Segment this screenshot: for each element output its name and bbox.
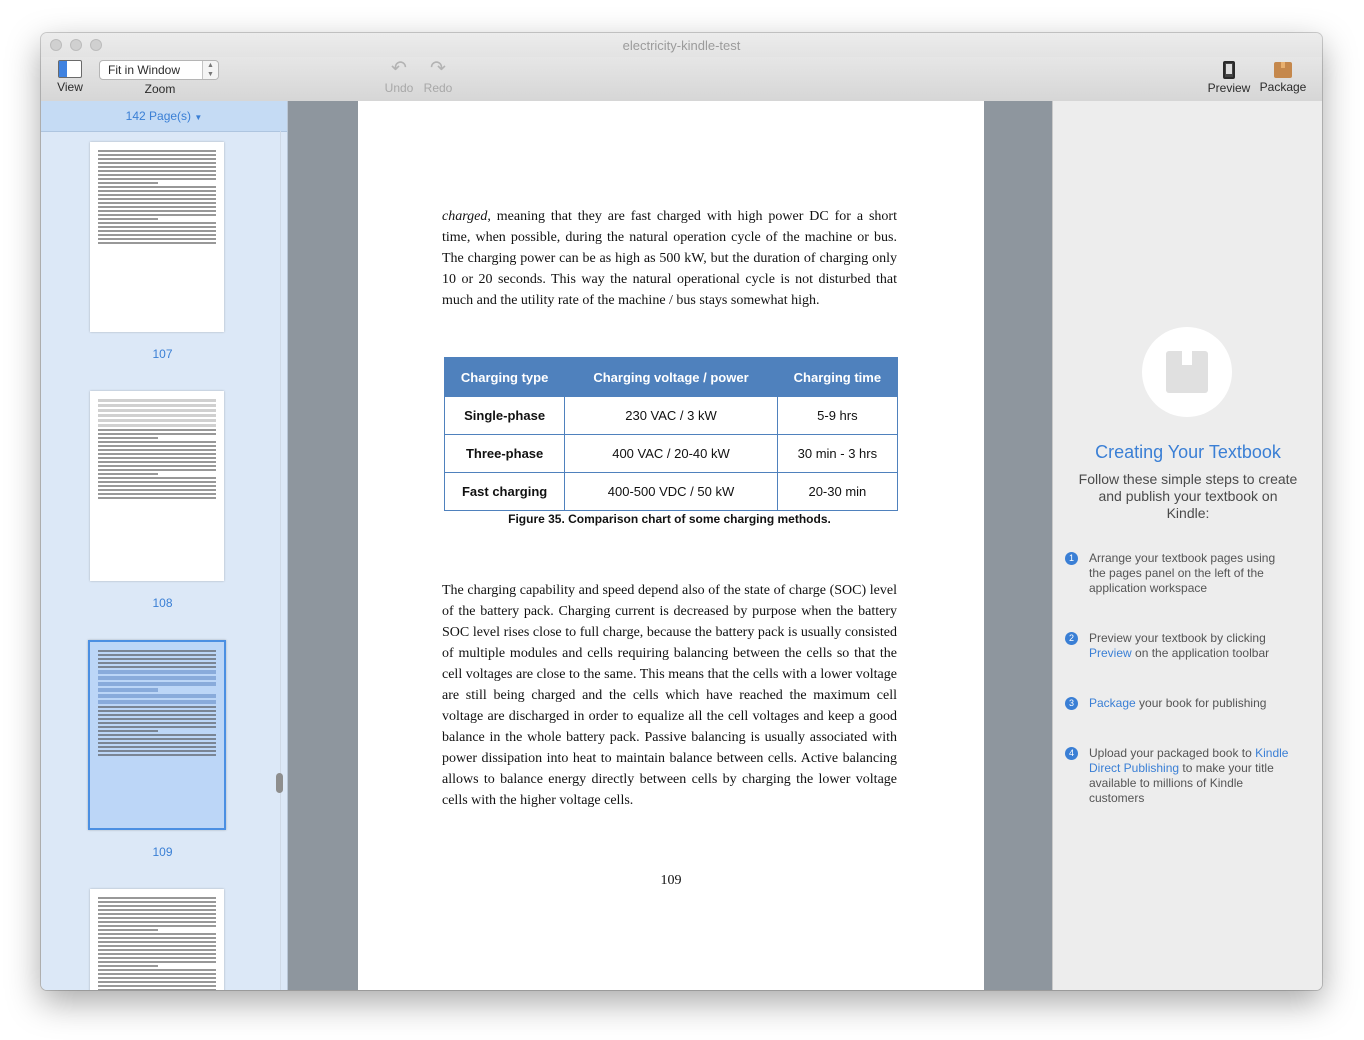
package-label: Package: [1259, 80, 1307, 94]
thumbnail-text-line: [98, 973, 216, 975]
thumbnail-text-line: [98, 178, 216, 180]
table-cell: 230 VAC / 3 kW: [565, 397, 778, 435]
thumbnail-text-line: [98, 925, 216, 927]
pages-count-dropdown[interactable]: [41, 101, 287, 132]
thumbnail-text-line: [98, 682, 216, 686]
redo-icon: ↷: [430, 58, 446, 79]
scrollbar-thumb[interactable]: [276, 773, 283, 793]
thumbnail-text-line: [98, 909, 216, 911]
table-header-row: [445, 358, 898, 397]
table-cell: Three-phase: [445, 435, 565, 473]
thumbnail-text-line: [98, 194, 216, 196]
help-subtitle: Follow these simple steps to create and publish your textbook on Kindle:: [1078, 471, 1298, 521]
thumbnail-text-line: [98, 461, 216, 463]
page-thumbnail[interactable]: [90, 391, 224, 581]
thumbnail-text-line: [98, 905, 216, 907]
thumbnail-text-line: [98, 666, 216, 668]
thumbnail-text-line: [98, 481, 216, 483]
thumbnail-text-line: [98, 449, 216, 451]
figure-caption: Figure 35. Comparison chart of some charging methods.: [508, 512, 831, 526]
package-link[interactable]: Package: [1089, 696, 1136, 710]
step-1: [1068, 551, 1289, 596]
thumbnail-text-line: [98, 414, 216, 417]
thumbnail-text-line: [98, 977, 216, 979]
paragraph-2: The charging capability and speed depend also of the state of charge (SOC) level of the battery pack. Charging current is decreased by purpose when the battery SOC level rises close to full charge, because the battery pack is usually consisted of multiple modules and cells requiring balancing between the cells so that the cell voltages are close to the same. This means that the cells with a lower voltage are still being charged and the cells which have reached the maximum cell voltage are discharged in order to equalize all the cell voltages and keep a good balance in the whole battery pack. Passive balancing is usually associated with power dissipation into heat to maintain balance between cells. Active balancing allows to balance energy directly between cells by charging the lower voltage cells with the higher voltage cells.: [442, 583, 897, 808]
thumbnail-text-line: [98, 198, 216, 200]
charging-methods-table: [444, 357, 898, 511]
step-number-badge: 3: [1065, 697, 1078, 710]
dropdown-caret-icon: ▼: [194, 113, 203, 122]
view-button[interactable]: [55, 60, 85, 94]
redo-label: Redo: [423, 81, 453, 95]
paragraph-1: [442, 206, 897, 311]
table-cell: Single-phase: [445, 397, 565, 435]
page-thumbnail[interactable]: [90, 142, 224, 332]
step-number-badge: 4: [1065, 747, 1078, 760]
thumbnail-text-line: [98, 953, 216, 955]
table-header-cell: Charging voltage / power: [565, 358, 778, 397]
thumbnail-text-line: [98, 989, 216, 990]
thumbnail-text-line: [98, 485, 216, 487]
thumbnail-text-line: [98, 469, 216, 471]
preview-link[interactable]: Preview: [1089, 646, 1132, 660]
package-illustration-icon: [1142, 327, 1232, 417]
table-cell: Fast charging: [445, 473, 565, 511]
table-cell: 400-500 VDC / 50 kW: [565, 473, 778, 511]
thumbnail-text-line: [98, 210, 216, 212]
table-header-cell: Charging type: [445, 358, 565, 397]
preview-label: Preview: [1207, 81, 1251, 95]
stepper-arrows-icon: ▲ ▼: [202, 61, 218, 79]
thumbnail-text-line: [98, 429, 216, 431]
preview-button[interactable]: [1205, 59, 1253, 95]
thumbnail-text-line: [98, 742, 216, 744]
thumbnail-text-line: [98, 650, 216, 652]
title-bar: [41, 33, 1322, 57]
paragraph-1-text: , meaning that they are fast charged with high power DC for a short time, when possible, during the natural operation cycle of the machine or bus. The charging power can be as high as 500 kW, but the duration of charging only 10 or 20 seconds. This way the natural operational cycle is not disturbed that much and the utility rate of the machine / bus stays somewhat high.: [442, 209, 897, 308]
thumbnail-text-line: [98, 718, 216, 720]
undo-button[interactable]: [383, 59, 415, 95]
table-cell: 30 min - 3 hrs: [777, 435, 897, 473]
help-panel: [1052, 101, 1322, 990]
thumbnail-text-line: [98, 154, 216, 156]
step-text: Preview your textbook by clicking: [1089, 631, 1266, 645]
zoom-value: Fit in Window: [108, 63, 181, 77]
thumbnail-page-number: 107: [152, 347, 173, 361]
thumbnail-text-line: [98, 158, 216, 160]
app-window: [41, 33, 1322, 990]
thumbnail-text-line: [98, 190, 216, 192]
thumbnail-text-line: [98, 238, 216, 240]
page-number: 109: [660, 873, 682, 888]
table-cell: 20-30 min: [777, 473, 897, 511]
step-4: [1068, 746, 1289, 806]
thumbnail-text-line: [98, 746, 216, 748]
thumbnail-text-line: [98, 234, 216, 236]
thumbnail-text-line: [98, 497, 216, 499]
thumbnail-text-line: [98, 700, 216, 704]
zoom-select[interactable]: [99, 60, 219, 80]
package-button[interactable]: [1257, 59, 1309, 94]
thumbnail-text-line: [98, 985, 216, 987]
thumbnail-text-line: [98, 150, 216, 152]
step-3: [1068, 696, 1289, 711]
thumbnail-text-line: [98, 218, 158, 220]
step-2: [1068, 631, 1289, 661]
thumbnail-text-line: [98, 969, 216, 971]
thumbnail-text-line: [98, 676, 216, 680]
thumbnail-text-line: [98, 937, 216, 939]
thumbnail-text-line: [98, 658, 216, 660]
thumbnail-text-line: [98, 726, 216, 728]
device-icon: [1223, 61, 1235, 79]
step-text: Arrange your textbook pages using the pages panel on the left of the application workspace: [1089, 551, 1276, 595]
package-box-icon: [1274, 62, 1292, 78]
thumbnail-text-line: [98, 424, 216, 427]
paragraph-1-emphasis: charged: [442, 209, 488, 224]
thumbnail-text-line: [98, 654, 216, 656]
thumbnail-text-line: [98, 738, 216, 740]
thumbnail-text-line: [98, 222, 216, 224]
thumbnail-text-line: [98, 489, 216, 491]
thumbnail-text-line: [98, 473, 158, 475]
view-label: View: [57, 80, 83, 94]
undo-icon: ↶: [391, 58, 407, 79]
thumbnail-text-line: [98, 182, 158, 184]
thumbnail-text-line: [98, 419, 216, 422]
redo-button[interactable]: [421, 59, 455, 95]
thumbnail-text-line: [98, 477, 216, 479]
thumbnail-page-number: 109: [152, 845, 173, 859]
help-title: Creating Your Textbook: [1095, 442, 1281, 462]
thumbnail-text-line: [98, 921, 216, 923]
thumbnail-text-line: [98, 162, 216, 164]
page-thumbnail[interactable]: [90, 889, 224, 990]
thumbnail-text-line: [98, 662, 216, 664]
thumbnail-text-line: [98, 913, 216, 915]
thumbnail-text-line: [98, 933, 216, 935]
zoom-label: Zoom: [144, 82, 176, 96]
window-title: electricity-kindle-test: [622, 38, 741, 53]
step-text: to make your title available to millions of Kindle customers: [1089, 761, 1274, 805]
thumbnail-text-line: [98, 409, 216, 412]
thumbnail-text-line: [98, 170, 216, 172]
thumbnail-text-line: [98, 670, 216, 674]
scrollbar-track: [280, 131, 281, 990]
thumbnail-text-line: [98, 750, 216, 752]
thumbnail-text-line: [98, 694, 216, 698]
thumbnail-text-line: [98, 433, 216, 435]
thumbnail-text-line: [98, 714, 216, 716]
thumbnail-text-line: [98, 166, 216, 168]
thumbnail-text-line: [98, 465, 216, 467]
thumbnail-text-line: [98, 722, 216, 724]
thumbnail-text-line: [98, 214, 216, 216]
thumbnail-text-line: [98, 730, 158, 732]
thumbnail-text-line: [98, 941, 216, 943]
thumbnail-text-line: [98, 453, 216, 455]
thumbnail-text-line: [98, 457, 216, 459]
thumbnail-text-line: [98, 754, 216, 756]
thumbnail-text-line: [98, 734, 216, 736]
thumbnail-text-line: [98, 226, 216, 228]
step-number-badge: 1: [1065, 552, 1078, 565]
table-row: [445, 435, 898, 473]
step-text: on the application toolbar: [1131, 646, 1270, 660]
table-row: [445, 397, 898, 435]
step-text: your book for publishing: [1135, 696, 1267, 710]
thumbnail-text-line: [98, 230, 216, 232]
sidebar-toggle-icon: [58, 60, 82, 78]
thumbnail-text-line: [98, 901, 216, 903]
thumbnail-page-number: 108: [152, 596, 173, 610]
thumbnail-text-line: [98, 404, 216, 407]
toolbar: [41, 57, 1322, 102]
thumbnail-text-line: [98, 945, 216, 947]
thumbnail-text-line: [98, 961, 216, 963]
thumbnail-text-line: [98, 399, 216, 402]
kindle-direct-publishing-link[interactable]: Kindle Direct Publishing: [1089, 746, 1289, 775]
page-canvas: [288, 101, 1052, 990]
thumbnail-text-line: [98, 206, 216, 208]
book-page: [358, 101, 984, 990]
table-header-cell: Charging time: [777, 358, 897, 397]
undo-label: Undo: [384, 81, 414, 95]
step-number-badge: 2: [1065, 632, 1078, 645]
thumbnail-text-line: [98, 437, 158, 439]
table-cell: 400 VAC / 20-40 kW: [565, 435, 778, 473]
thumbnail-text-line: [98, 174, 216, 176]
thumbnail-text-line: [98, 242, 216, 244]
thumbnail-text-line: [98, 965, 158, 967]
thumbnail-text-line: [98, 202, 216, 204]
thumbnail-text-line: [98, 445, 216, 447]
thumbnail-text-line: [98, 186, 216, 188]
thumbnail-text-line: [98, 957, 216, 959]
step-text: Upload your packaged book to: [1089, 746, 1256, 760]
pages-panel: [41, 101, 288, 990]
page-thumbnail[interactable]: [88, 640, 226, 830]
thumbnail-text-line: [98, 949, 216, 951]
box-icon: [1166, 351, 1208, 393]
thumbnail-text-line: [98, 981, 216, 983]
pages-count: 142 Page(s): [125, 109, 192, 123]
thumbnail-text-line: [98, 897, 216, 899]
thumbnail-text-line: [98, 493, 216, 495]
table-row: [445, 473, 898, 511]
thumbnail-text-line: [98, 441, 216, 443]
thumbnail-text-line: [98, 929, 158, 931]
thumbnail-text-line: [98, 688, 158, 692]
zoom-control: [99, 60, 221, 96]
table-cell: 5-9 hrs: [777, 397, 897, 435]
thumbnail-text-line: [98, 710, 216, 712]
thumbnail-text-line: [98, 706, 216, 708]
thumbnail-text-line: [98, 917, 216, 919]
